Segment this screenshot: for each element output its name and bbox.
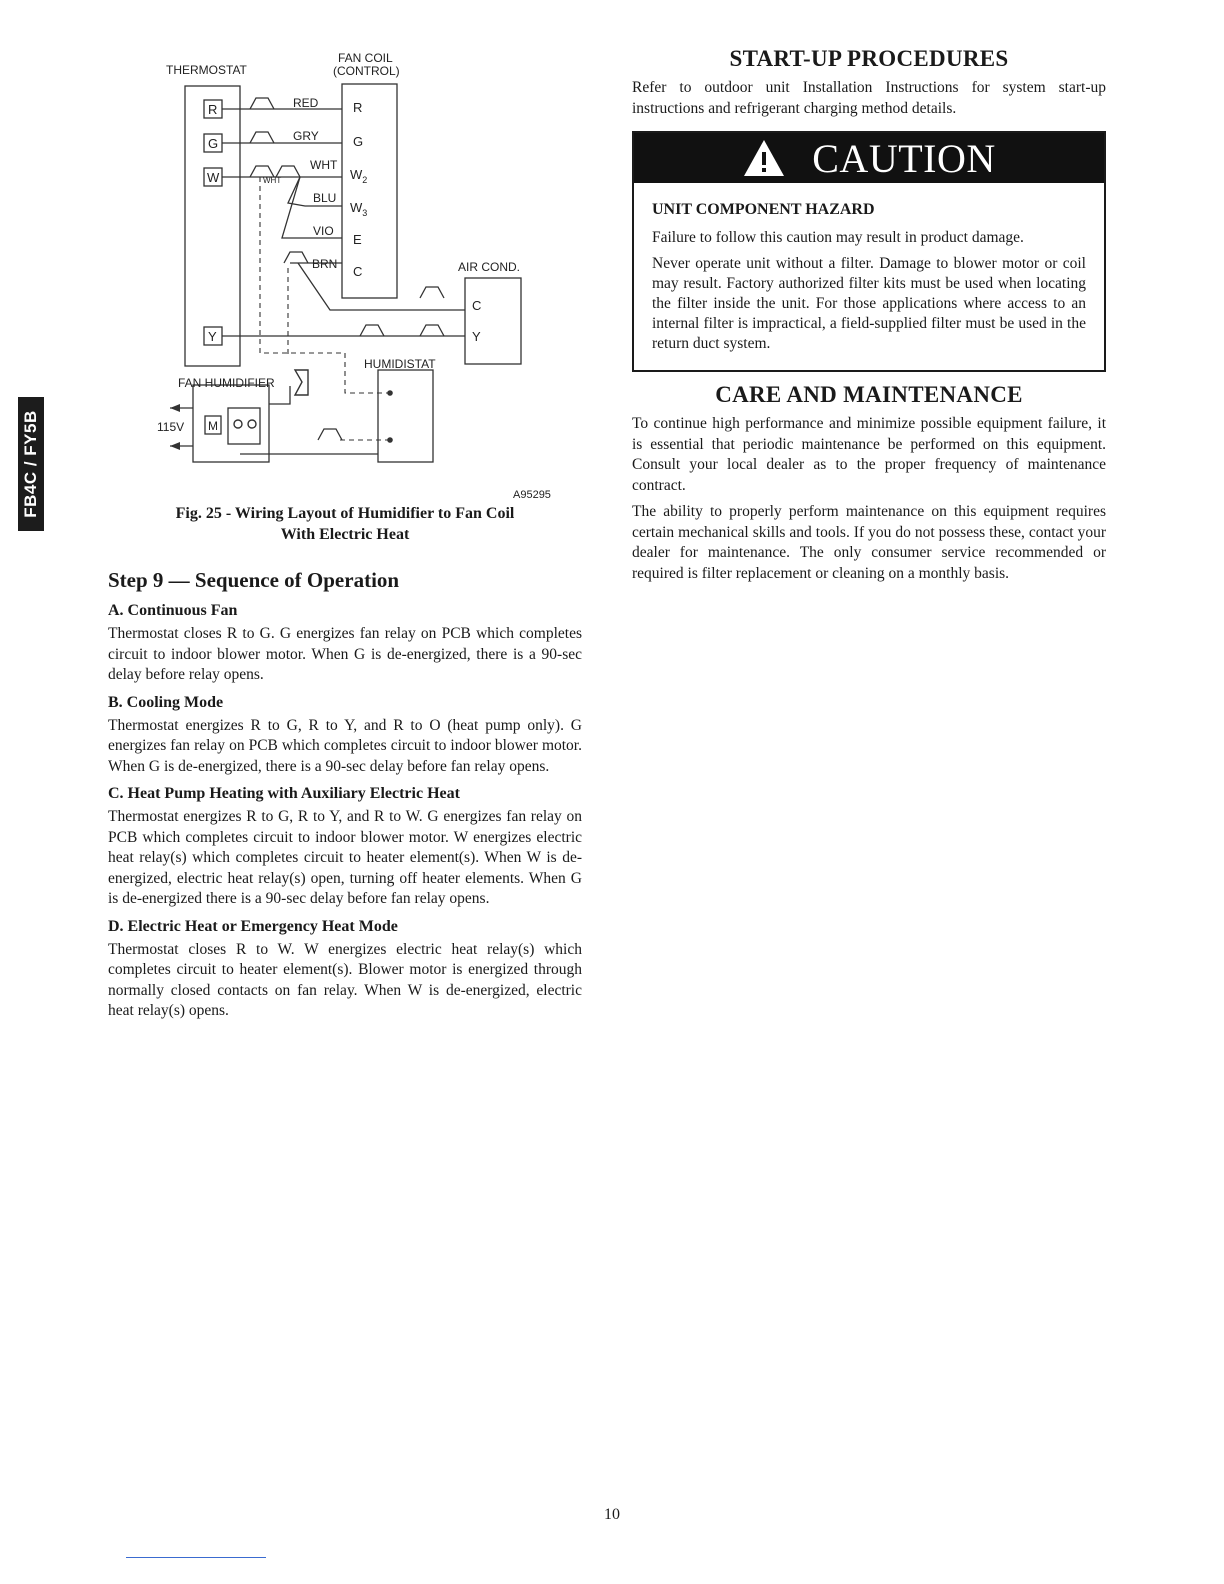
- humidistat-label: HUMIDISTAT: [364, 357, 436, 371]
- step9-title: Step 9 — Sequence of Operation: [108, 568, 400, 592]
- fan-coil-terminal-w3: $W_3$: [350, 200, 368, 218]
- air-cond-label: AIR COND.: [458, 260, 521, 274]
- wire-label-brn: BRN: [312, 257, 338, 271]
- caution-header: [634, 133, 1104, 183]
- wire-label-red: RED: [293, 96, 319, 110]
- caution-para2: Never operate unit without a filter. Damage to blower motor or coil may result. Factory authorized filter kits must be used when locating the filter inside the unit. For those applications where access to an internal filter is impractical, a field-supplied filter must be used in the return duct system.: [652, 255, 1086, 352]
- wire-label-vio: VIO: [313, 224, 334, 238]
- side-tab: [18, 397, 44, 531]
- thermostat-terminal-w: W: [207, 170, 220, 185]
- fan-coil-terminal-g: G: [353, 134, 364, 149]
- footer-rule: [126, 1557, 266, 1558]
- thermostat-box: [185, 86, 240, 366]
- air-cond-terminal-y: Y: [472, 329, 481, 344]
- fan-coil-box: [342, 84, 397, 298]
- caution-body: [634, 183, 1104, 370]
- left-column: [108, 566, 582, 1028]
- fan-coil-terminal-e: E: [353, 232, 362, 247]
- humidifier-plug-icon: [295, 370, 308, 395]
- wire-label-wht: WHT: [310, 158, 338, 172]
- fan-coil-label: FAN COIL: [338, 51, 393, 65]
- section-text: Thermostat energizes R to G, R to Y, and R to W. G energizes fan relay on PCB which completes circuit to indoor blower motor. W energizes electric heat relay(s) which completes circuit to heater element(s). When W is de-energized, electric heat relay(s) open, turning off heater elements. When G is de-energized there is a 90-sec delay before fan relay opens.: [108, 808, 582, 907]
- page-number: 10: [604, 1506, 620, 1523]
- fan-coil-terminal-c: C: [353, 264, 363, 279]
- voltage-label: 115V: [157, 420, 185, 434]
- warning-triangle-icon: [742, 138, 786, 178]
- figure-caption-line1: Fig. 25 - Wiring Layout of Humidifier to Fan Coil: [175, 505, 515, 522]
- startup-text: Refer to outdoor unit Installation Instructions for system start-up instructions and refrigerant charging method details.: [632, 79, 1106, 117]
- arrow-left-icon: [170, 442, 180, 450]
- care-title: CARE AND MAINTENANCE: [715, 382, 1023, 407]
- section-heading: D. Electric Heat or Emergency Heat Mode: [108, 917, 398, 935]
- thermostat-label: THERMOSTAT: [166, 63, 247, 77]
- care-para1: To continue high performance and minimize possible equipment failure, it is essential that periodic maintenance be performed on this equipment. Consult your local dealer as to the proper frequency of maintenance contract.: [632, 415, 1106, 494]
- air-cond-box: [465, 278, 521, 364]
- humidistat-terminal-2: [387, 437, 393, 443]
- side-tab-label: FB4C / FY5B: [21, 410, 40, 518]
- care-para2: The ability to properly perform maintenance on this equipment requires certain mechanical skills and tools. If you do not possess these, contact your dealer for maintenance. The only consumer service recommended or required is filter replacement or cleaning on a monthly basis.: [632, 503, 1106, 582]
- wire-label-wht-small: WHT: [263, 176, 282, 185]
- figure-ref-code: A95295: [513, 489, 551, 501]
- right-column: [632, 44, 1106, 590]
- wiring-diagram: [150, 48, 590, 508]
- figure-caption: [108, 503, 582, 545]
- caution-box: [632, 131, 1106, 372]
- section-heading: C. Heat Pump Heating with Auxiliary Electric Heat: [108, 785, 460, 802]
- wire-label-blu: BLU: [313, 191, 337, 205]
- thermostat-terminal-y: Y: [208, 329, 217, 344]
- arrow-left-icon: [170, 404, 180, 412]
- section-text: Thermostat closes R to G. G energizes fan relay on PCB which completes circuit to indoor blower motor. When G is de-energized, there is a 90-sec delay before relay opens.: [108, 625, 582, 683]
- section-text: Thermostat energizes R to G, R to Y, and R to O (heat pump only). G energizes fan relay on PCB which completes circuit to indoor blower motor. When G is de-energized, there is a 90-sec delay before fan relay opens.: [108, 716, 582, 775]
- wire-label-gry: GRY: [293, 129, 319, 143]
- caution-label: CAUTION: [812, 135, 996, 181]
- section-heading: A. Continuous Fan: [108, 602, 238, 619]
- fan-coil-terminal-w2: $W_2$: [350, 167, 368, 185]
- fan-humidifier-label: FAN HUMIDIFIER: [178, 376, 275, 390]
- startup-title: START-UP PROCEDURES: [729, 46, 1009, 71]
- humidistat-terminal-1: [387, 390, 393, 396]
- fan-coil-terminal-r: R: [353, 100, 363, 115]
- air-cond-terminal-c: C: [472, 298, 482, 313]
- humidistat-box: [378, 370, 433, 462]
- thermostat-terminal-g: G: [208, 136, 219, 151]
- caution-para1: Failure to follow this caution may result in product damage.: [652, 229, 1024, 246]
- fan-coil-label: (CONTROL): [333, 64, 400, 78]
- thermostat-terminal-r: R: [208, 102, 218, 117]
- caution-hazard-title: UNIT COMPONENT HAZARD: [652, 201, 875, 218]
- motor-label: M: [208, 419, 218, 433]
- section-text: Thermostat closes R to W. W energizes electric heat relay(s) which completes circuit to heater element(s). Blower motor is energized through normally closed contacts on fan relay. When W is de-energized, electric heat relay(s) opens.: [108, 940, 582, 1019]
- figure-caption-line2: With Electric Heat: [280, 526, 410, 543]
- section-heading: B. Cooling Mode: [108, 693, 224, 711]
